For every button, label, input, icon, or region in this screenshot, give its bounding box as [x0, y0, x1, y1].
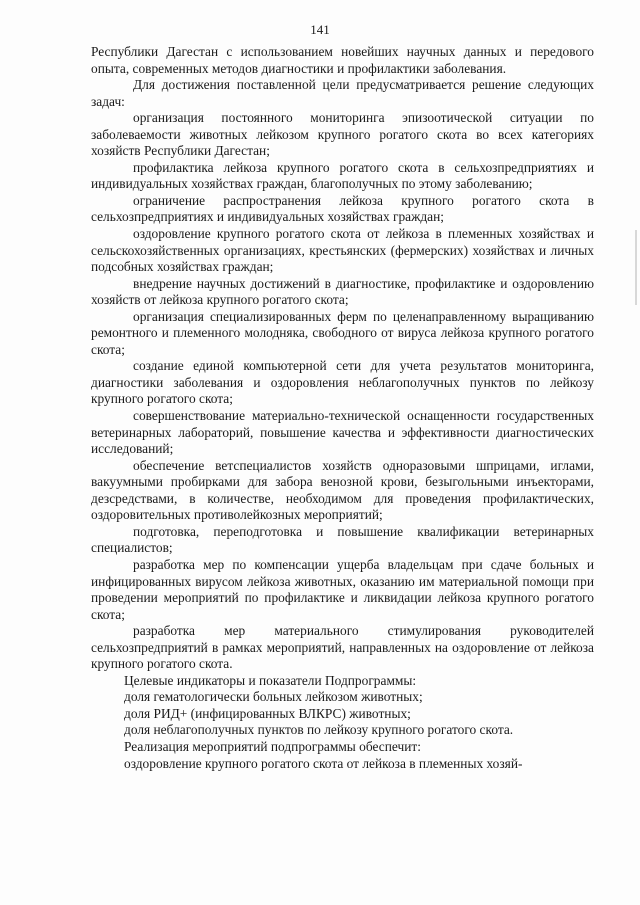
- task-item: подготовка, переподготовка и повышение квалификации ветеринарных специалистов;: [91, 523, 594, 556]
- task-item: ограничение распространения лейкоза крупного рогатого скота в сельхозпредприятиях и индивидуальных хозяйствах граждан;: [91, 192, 594, 225]
- task-item: организация постоянного мониторинга эпизоотической ситуации по заболеваемости животных лейкозом крупного рогатого скота во всех категориях хозяйств Республики Дагестан;: [91, 110, 594, 159]
- paragraph-intro: Для достижения поставленной цели предусматривается решение следующих задач:: [91, 77, 594, 109]
- task-item: совершенствование материально-технической оснащенности государственных ветеринарных лабораторий, повышение качества и эффективности диагностических исследований;: [91, 408, 594, 457]
- indicators-heading: Целевые индикаторы и показатели Подпрограммы:: [124, 672, 417, 688]
- indicator-item: доля гематологически больных лейкозом животных;: [124, 689, 423, 705]
- indicator-item: доля РИД+ (инфицированных ВЛКРС) животных;: [124, 705, 411, 721]
- paragraph-continuation: Республики Дагестан с использованием новейших научных данных и передового опыта, современных методов диагностики и профилактики заболевания.: [91, 44, 594, 76]
- task-item: разработка мер по компенсации ущерба владельцам при сдаче больных и инфицированных вирусом лейкоза животных, оказанию им материальной помощи при проведении мероприятий по профилактике и ликвидации лейкоза крупного рогатого скота;: [91, 556, 594, 622]
- task-item: внедрение научных достижений в диагностике, профилактике и оздоровлению хозяйств от лейкоза крупного рогатого скота;: [91, 275, 594, 308]
- outcome-item: оздоровление крупного рогатого скота от лейкоза в племенных хозяй-: [124, 755, 523, 771]
- task-item: профилактика лейкоза крупного рогатого скота в сельхозпредприятиях и индивидуальных хозяйствах граждан, благополучных по этому заболеванию;: [91, 159, 594, 192]
- outcomes-heading: Реализация мероприятий подпрограммы обеспечит:: [124, 738, 421, 754]
- document-body: [91, 44, 594, 772]
- page-number: 141: [310, 22, 330, 37]
- scan-edge-mark: [635, 230, 637, 305]
- task-item: организация специализированных ферм по целенаправленному выращиванию ремонтного и племенного молодняка, свободного от вируса лейкоза крупного рогатого скота;: [91, 308, 594, 357]
- indicator-item: доля неблагополучных пунктов по лейкозу крупного рогатого скота.: [124, 722, 514, 738]
- task-item: обеспечение ветспециалистов хозяйств одноразовыми шприцами, иглами, вакуумными пробирками для забора венозной крови, безыгольными инъекторами, дезсредствами, в количестве, необходимом для проведения профилактических, оздоровительных противолейкозных мероприятий;: [91, 457, 594, 523]
- task-item: создание единой компьютерной сети для учета результатов мониторинга, диагностики заболевания и оздоровления неблагополучных пунктов по лейкозу крупного рогатого скота;: [91, 358, 594, 407]
- task-item: разработка мер материального стимулирования руководителей сельхозпредприятий в рамках мероприятий, направленных на оздоровление от лейкоза крупного рогатого скота.: [91, 623, 594, 672]
- task-item: оздоровление крупного рогатого скота от лейкоза в племенных хозяйствах и сельскохозяйственных организациях, крестьянских (фермерских) хозяйствах и личных подсобных хозяйствах граждан;: [91, 226, 594, 275]
